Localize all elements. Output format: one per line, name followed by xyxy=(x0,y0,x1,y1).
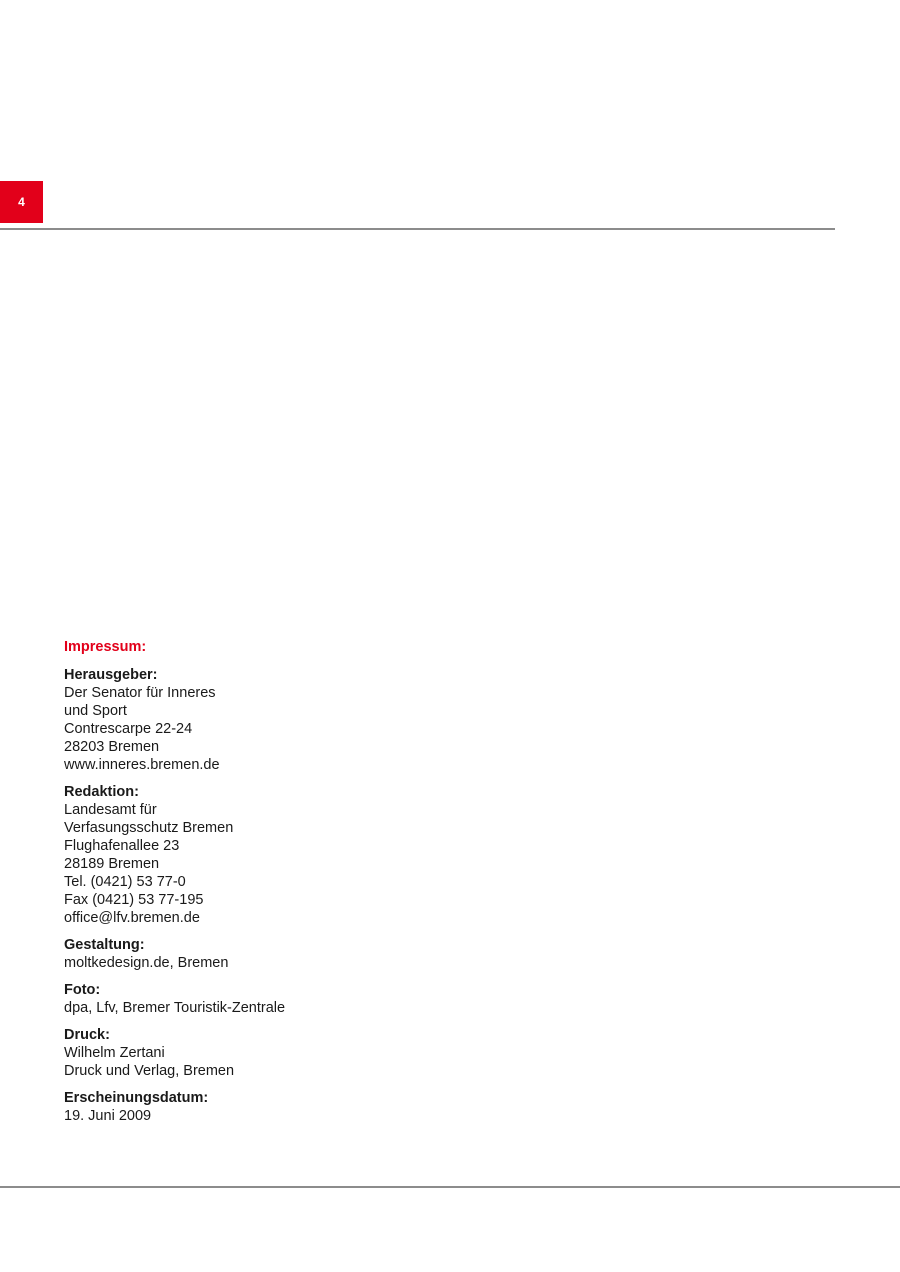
section-line: Verfasungsschutz Bremen xyxy=(64,820,234,836)
section-line: Wilhelm Zertani xyxy=(64,1045,165,1061)
section-heading: Redaktion: xyxy=(64,784,139,800)
top-divider xyxy=(0,228,835,230)
fax-number: Fax (0421) 53 77-195 xyxy=(64,892,204,908)
section-druck xyxy=(64,1026,384,1080)
section-redaktion xyxy=(64,783,384,927)
page-number: 4 xyxy=(18,195,25,209)
section-erscheinungsdatum xyxy=(64,1089,384,1125)
section-line: und Sport xyxy=(64,703,127,719)
page-number-badge xyxy=(0,181,43,223)
section-line: 28189 Bremen xyxy=(64,856,160,872)
section-line: Contrescarpe 22-24 xyxy=(64,721,193,737)
section-line: dpa, Lfv, Bremer Touristik-Zentrale xyxy=(64,1000,286,1016)
section-heading: Erscheinungsdatum: xyxy=(64,1090,209,1106)
impressum-block xyxy=(64,638,384,1134)
impressum-title: Impressum: xyxy=(64,639,147,655)
phone-number: Tel. (0421) 53 77-0 xyxy=(64,874,186,890)
bottom-divider xyxy=(0,1186,900,1188)
section-line: Flughafenallee 23 xyxy=(64,838,180,854)
section-foto xyxy=(64,981,384,1017)
publication-date: 19. Juni 2009 xyxy=(64,1108,152,1124)
section-heading: Foto: xyxy=(64,982,101,998)
section-gestaltung xyxy=(64,936,384,972)
website-link[interactable]: www.inneres.bremen.de xyxy=(64,757,220,773)
section-heading: Herausgeber: xyxy=(64,667,158,683)
section-heading: Gestaltung: xyxy=(64,937,145,953)
section-herausgeber xyxy=(64,666,384,774)
section-heading: Druck: xyxy=(64,1027,110,1043)
section-line: moltkedesign.de, Bremen xyxy=(64,955,229,971)
section-line: Landesamt für xyxy=(64,802,157,818)
email-link[interactable]: office@lfv.bremen.de xyxy=(64,910,200,926)
section-line: 28203 Bremen xyxy=(64,739,160,755)
section-line: Druck und Verlag, Bremen xyxy=(64,1063,235,1079)
section-line: Der Senator für Inneres xyxy=(64,685,216,701)
